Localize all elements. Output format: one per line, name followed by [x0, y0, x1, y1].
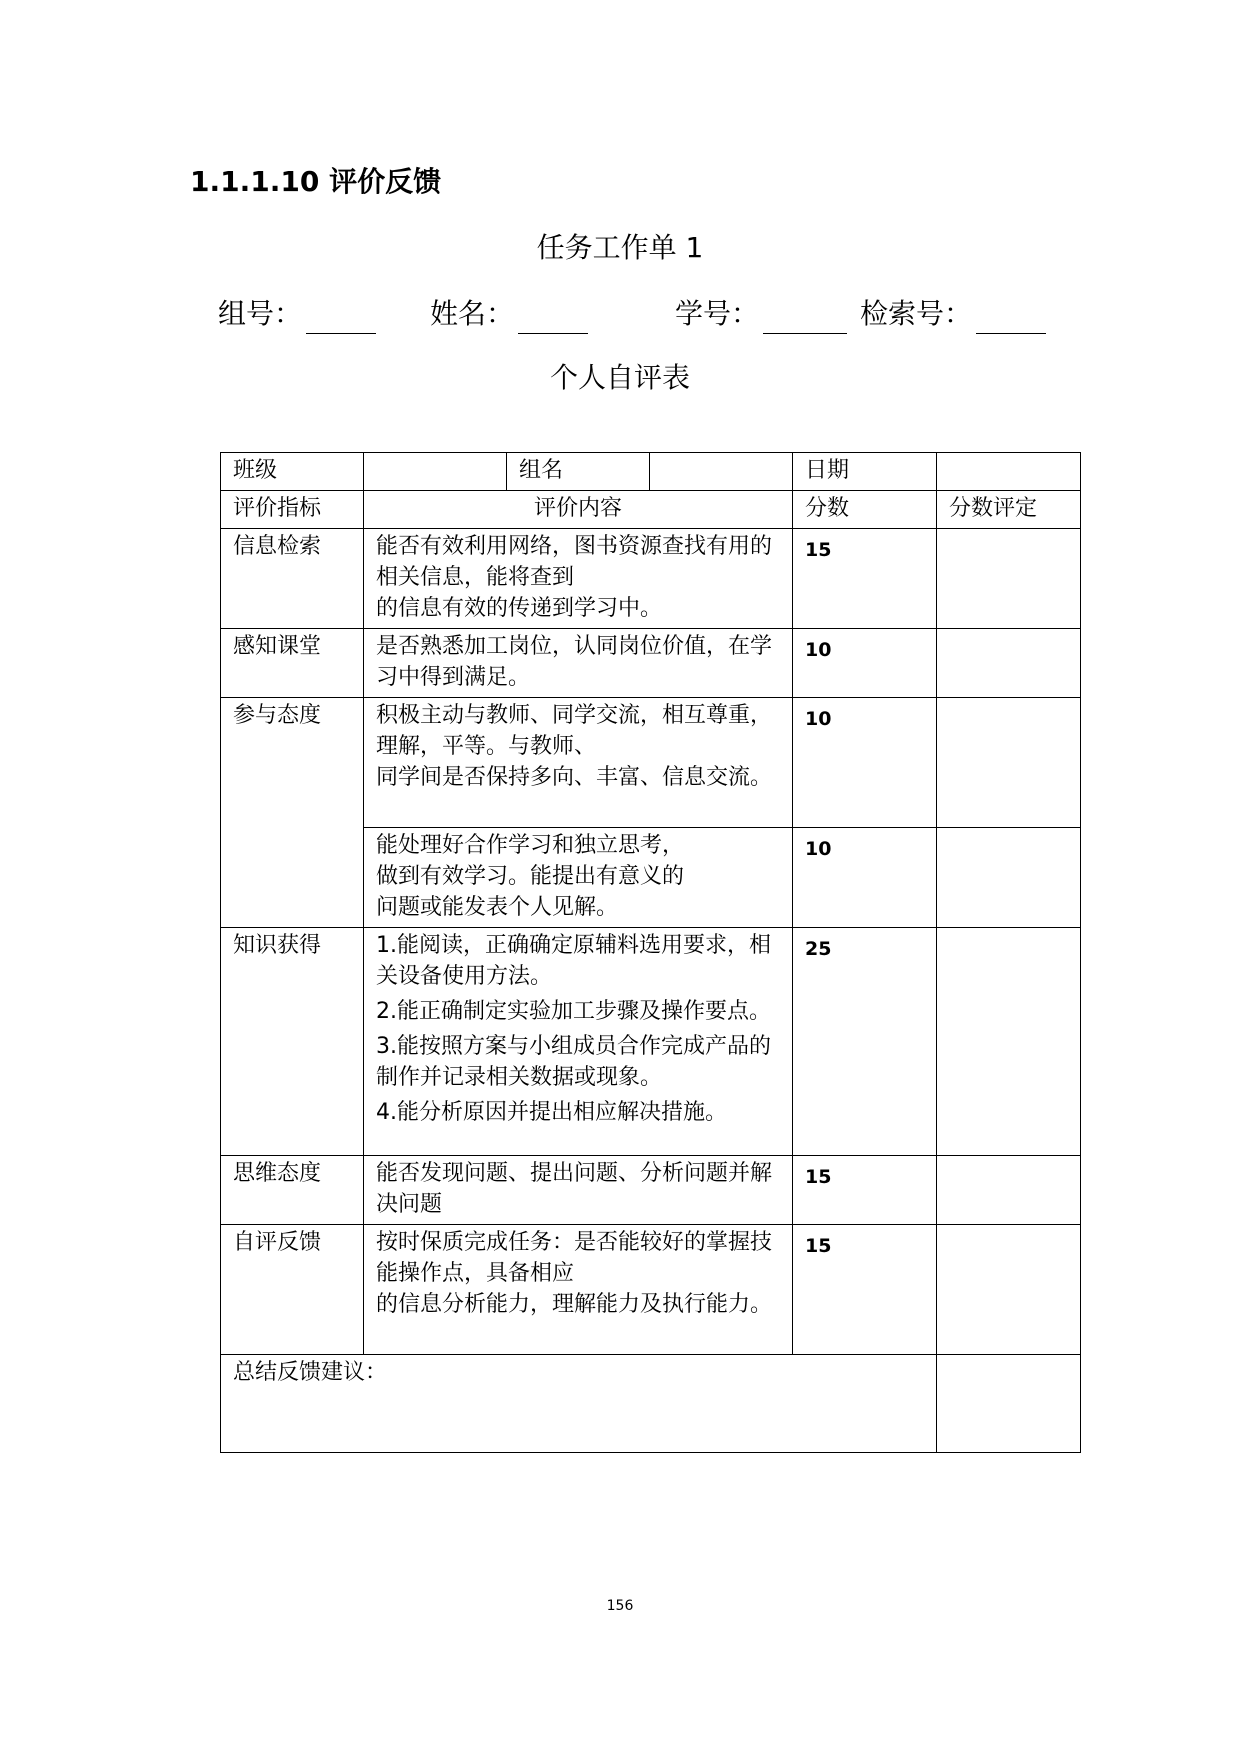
class-input-cell[interactable] [364, 453, 507, 491]
date-label-cell: 日期 [793, 453, 937, 491]
content-cell [364, 529, 793, 629]
content-cell [364, 828, 793, 928]
rating-input-cell[interactable] [937, 529, 1081, 629]
table-title: 个人自评表 [549, 361, 690, 394]
rating-input-cell[interactable] [937, 928, 1081, 1156]
self-evaluation-table [220, 452, 1081, 1453]
rating-input-cell[interactable] [937, 1156, 1081, 1225]
name-blank[interactable] [518, 301, 588, 334]
search-number-blank[interactable] [976, 301, 1046, 334]
table-row [221, 928, 1081, 1156]
table-row [221, 529, 1081, 629]
content-line: 的信息分析能力，理解能力及执行能力。 [376, 1292, 773, 1317]
rating-input-cell[interactable] [937, 828, 1081, 928]
table-header-info-row [221, 453, 1081, 491]
class-label-cell: 班级 [221, 453, 364, 491]
summary-feedback-cell[interactable] [221, 1355, 937, 1453]
table-header-columns-row [221, 491, 1081, 529]
content-line: 做到有效学习。能提出有意义的 [376, 864, 685, 889]
content-cell [364, 1225, 793, 1355]
content-cell [364, 629, 793, 698]
content-cell [364, 928, 793, 1156]
rating-input-cell[interactable] [937, 1225, 1081, 1355]
content-line: 能处理好合作学习和独立思考， [376, 833, 685, 858]
summary-row [221, 1355, 1081, 1453]
rating-input-cell[interactable] [937, 629, 1081, 698]
indicator-cell: 参与态度 [221, 698, 364, 928]
summary-feedback-label: 总结反馈建议： [233, 1360, 388, 1385]
indicator-cell: 知识获得 [221, 928, 364, 1156]
score-cell: 15 [793, 1156, 937, 1225]
group-number-blank[interactable] [306, 301, 376, 334]
section-heading: 1.1.1.10 评价反馈 [190, 165, 442, 198]
score-cell: 10 [793, 698, 937, 828]
table-row [221, 1225, 1081, 1355]
indicator-cell: 感知课堂 [221, 629, 364, 698]
content-cell [364, 698, 793, 828]
score-cell: 15 [793, 529, 937, 629]
content-line: 同学间是否保持多向、丰富、信息交流。 [376, 765, 773, 790]
summary-rating-cell[interactable] [937, 1355, 1081, 1453]
content-cell [364, 1156, 793, 1225]
content-line: 按时保质完成任务：是否能较好的掌握技能操作点，具备相应 [376, 1230, 773, 1286]
date-input-cell[interactable] [937, 453, 1081, 491]
indicator-cell: 信息检索 [221, 529, 364, 629]
search-number-field[interactable] [860, 294, 1046, 334]
table-row [221, 1156, 1081, 1225]
score-column-header: 分数 [793, 491, 937, 529]
search-number-label: 检索号： [860, 297, 973, 330]
content-line: 是否熟悉加工岗位，认同岗位价值，在学习中得到满足。 [376, 634, 773, 690]
content-line: 3.能按照方案与小组成员合作完成产品的制作并记录相关数据或现象。 [376, 1034, 771, 1090]
indicator-cell: 思维态度 [221, 1156, 364, 1225]
content-line: 的信息有效的传递到学习中。 [376, 596, 663, 621]
content-line: 2.能正确制定实验加工步骤及操作要点。 [376, 999, 771, 1024]
student-number-blank[interactable] [763, 301, 847, 334]
student-number-field[interactable] [675, 294, 847, 334]
content-line: 能否发现问题、提出问题、分析问题并解决问题 [376, 1161, 773, 1217]
indicator-column-header: 评价指标 [221, 491, 364, 529]
rating-column-header: 分数评定 [937, 491, 1081, 529]
score-cell: 25 [793, 928, 937, 1156]
page-number: 156 [606, 1598, 634, 1614]
indicator-cell: 自评反馈 [221, 1225, 364, 1355]
worksheet-title: 任务工作单 1 [536, 231, 704, 264]
content-line: 1.能阅读，正确确定原辅料选用要求，相关设备使用方法。 [376, 933, 771, 989]
content-line: 能否有效利用网络，图书资源查找有用的相关信息，能将查到 [376, 534, 773, 590]
rating-input-cell[interactable] [937, 698, 1081, 828]
content-line: 问题或能发表个人见解。 [376, 895, 619, 920]
student-info-row [0, 294, 1240, 334]
group-number-field[interactable] [218, 294, 376, 334]
score-cell: 10 [793, 629, 937, 698]
table-row [221, 698, 1081, 828]
content-column-header: 评价内容 [364, 491, 793, 529]
group-name-input-cell[interactable] [650, 453, 793, 491]
name-label: 姓名： [430, 297, 515, 330]
content-line: 4.能分析原因并提出相应解决措施。 [376, 1100, 727, 1125]
group-number-label: 组号： [218, 297, 303, 330]
score-cell: 15 [793, 1225, 937, 1355]
table-row [221, 629, 1081, 698]
student-number-label: 学号： [675, 297, 760, 330]
name-field[interactable] [430, 294, 588, 334]
score-cell: 10 [793, 828, 937, 928]
group-name-label-cell: 组名 [507, 453, 650, 491]
content-line: 积极主动与教师、同学交流，相互尊重，理解，平等。与教师、 [376, 703, 773, 759]
